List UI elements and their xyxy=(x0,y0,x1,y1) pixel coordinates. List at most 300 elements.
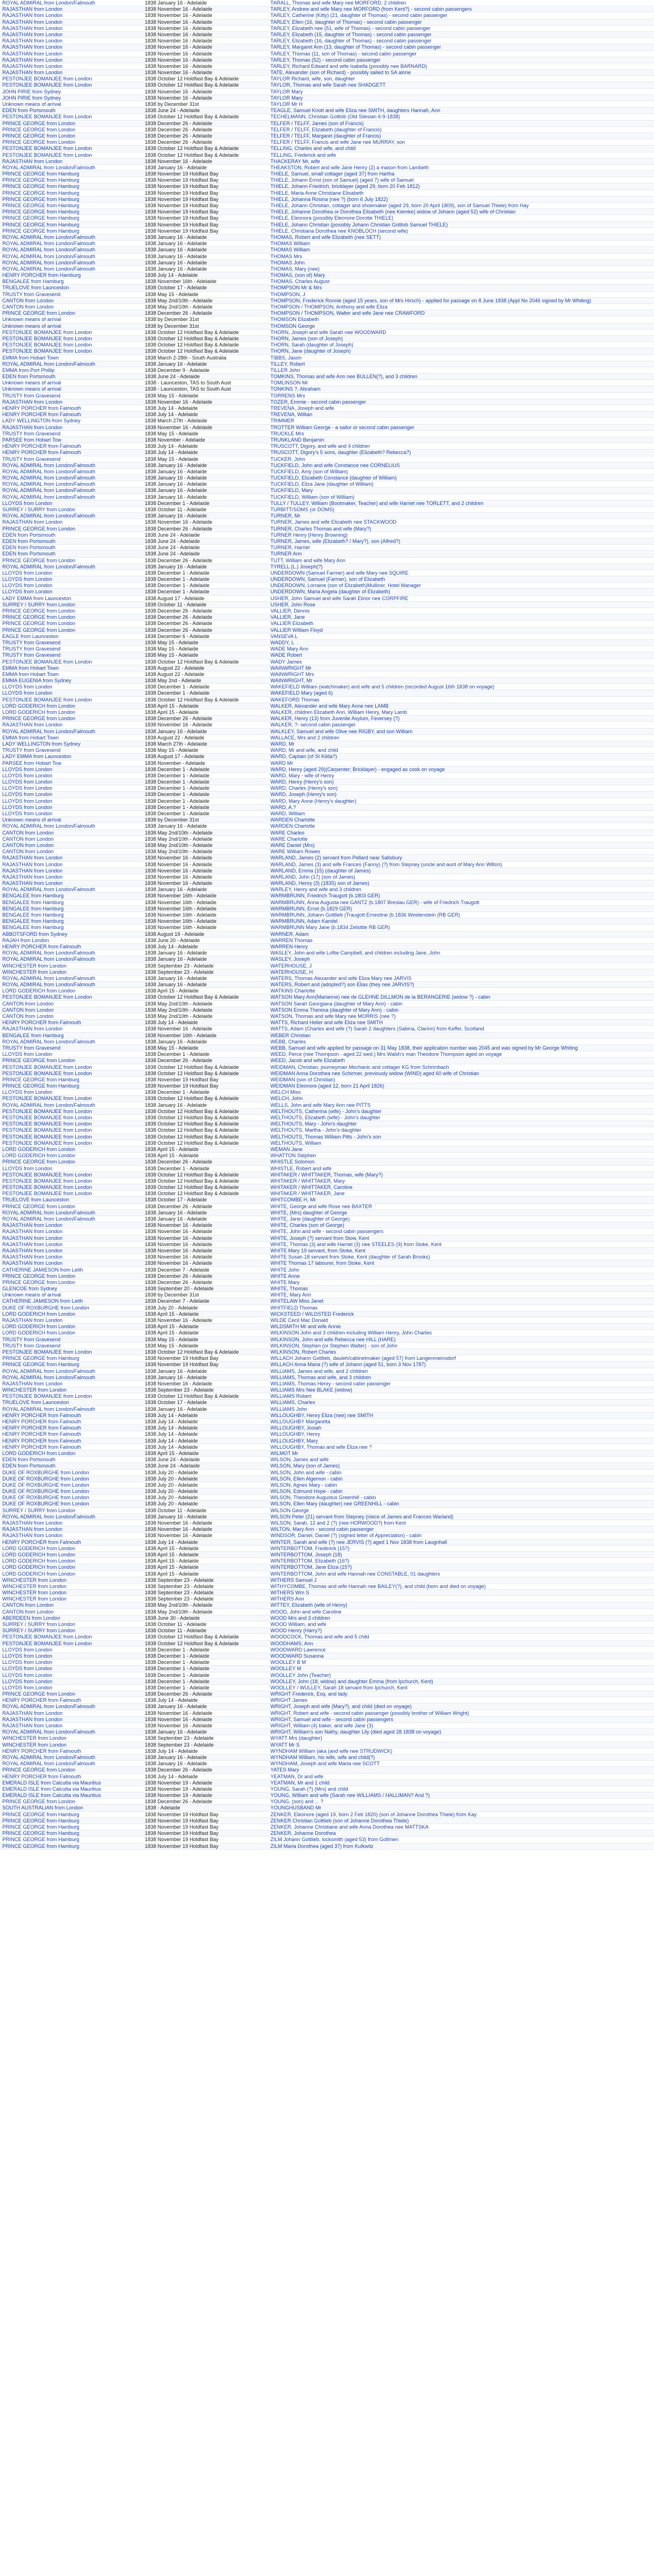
ship-link[interactable]: RAJASTHAN from London xyxy=(2,722,63,728)
passenger-name-link[interactable]: WOOD Mrs and 3 children xyxy=(270,1615,330,1621)
passenger-name-link[interactable]: WOODCOCK, Thomas and wife and 5 child xyxy=(270,1634,369,1640)
passenger-name-link[interactable]: WATERHOUSE, H xyxy=(270,969,313,975)
passenger-name-link[interactable]: THORN, Joseph and wife Sarah nee WOODWARD xyxy=(270,329,386,335)
ship-link[interactable]: TRUSTY from Gravesend xyxy=(2,392,61,399)
ship-link[interactable]: ROYAL ADMIRAL from London/Falmouth xyxy=(2,956,96,962)
passenger-name-link[interactable]: WAKEFORD Thomas xyxy=(270,696,320,703)
ship-link[interactable]: PESTONJEE BOMANJEE from London xyxy=(2,994,92,1000)
ship-link[interactable]: LORD GODERICH from London xyxy=(2,1564,76,1571)
passenger-name-link[interactable]: UNDERDOWN, Lorraine (son of Elizabeth)Mulliner, Hotel Manager xyxy=(270,583,421,589)
ship-link[interactable]: PESTONJEE BOMANJEE from London xyxy=(2,1171,92,1178)
passenger-name-link[interactable]: UNDERDOWN (Samuel Farmer) and wife Mary nee SQUIRE xyxy=(270,570,409,576)
passenger-name-link[interactable]: WELCH Miss xyxy=(270,1089,301,1096)
passenger-name-link[interactable]: WILKINSON John and 3 children including William Henry, John Charles xyxy=(270,1330,432,1336)
passenger-name-link[interactable]: THIELE, Johann Christian, cottager and shoemaker (aged 29, born 20 April 1809), son of Samuel Thiele) from Hay xyxy=(270,203,529,208)
ship-link[interactable]: HENRY PORCHER from Falmouth xyxy=(2,1748,81,1754)
passenger-name-link[interactable]: THOMAS, (son of) Mary xyxy=(270,272,325,279)
ship-link[interactable]: RAJASTHAN from London xyxy=(2,63,63,69)
passenger-name-link[interactable]: WARE Charlotte xyxy=(270,836,308,842)
passenger-name-link[interactable]: WILTON, Mary Ann - second cabin passenger xyxy=(270,1526,374,1533)
ship-link[interactable]: PESTONJEE BOMANJEE from London xyxy=(2,348,92,354)
passenger-name-link[interactable]: THIELE, Johanna Rosina (nee ?) (born 6 July 1822) xyxy=(270,196,388,202)
ship-link[interactable]: HENRY PORCHER from Falmouth xyxy=(2,1697,81,1704)
ship-link[interactable]: PESTONJEE BOMANJEE from London xyxy=(2,1115,92,1120)
passenger-name-link[interactable]: ZENKER, Johanne Dorothea xyxy=(270,1830,336,1837)
passenger-name-link[interactable]: WRIGHT, William's son Nathy, daughter Lily (died aged 28 1838 on voyage) xyxy=(270,1729,441,1735)
passenger-name-link[interactable]: WHITE, John and wife - second cabin passengers xyxy=(270,1229,384,1235)
passenger-name-link[interactable]: WARD, William xyxy=(270,811,306,816)
passenger-name-link[interactable]: THEAKSTON, Robert and wife Jane Henry (2) a mason from Lambeth xyxy=(270,164,429,170)
passenger-name-link[interactable]: TILLER John xyxy=(270,367,300,373)
ship-link[interactable]: RAJASTHAN from London xyxy=(2,1222,63,1229)
ship-link[interactable]: BENGALEE from Hamburg xyxy=(2,912,64,918)
ship-link[interactable]: LLOYDS from London xyxy=(2,766,53,772)
passenger-name-link[interactable]: TARLEY, Thomas (52) - second cabin passenger xyxy=(270,57,381,63)
ship-link[interactable]: ROYAL ADMIRAL from London/Falmouth xyxy=(2,475,96,481)
ship-link[interactable]: ROYAL ADMIRAL from London/Falmouth xyxy=(2,950,96,956)
ship-link[interactable]: WINCHESTER from London xyxy=(2,969,67,975)
passenger-name-link[interactable]: TUTT, William and wife Mary Ann xyxy=(270,557,346,563)
ship-link[interactable]: LORD GODERICH from London xyxy=(2,1571,76,1577)
ship-link[interactable]: TRUSTY from Gravesend xyxy=(2,747,61,754)
ship-link[interactable]: PESTONJEE BOMANJEE from London xyxy=(2,1184,92,1191)
passenger-name-link[interactable]: VALLIER William Floyd xyxy=(270,627,323,633)
ship-link[interactable]: ABBOTSFORD from Sydney xyxy=(2,931,68,937)
ship-link[interactable]: PRINCE GEORGE from Hamburg xyxy=(2,1837,80,1843)
passenger-name-link[interactable]: TRIMMER xyxy=(270,418,294,424)
passenger-name-link[interactable]: WARD, Mr and wife, and child xyxy=(270,747,338,754)
passenger-name-link[interactable]: TAYLOR Mary xyxy=(270,88,303,95)
passenger-name-link[interactable]: WHITE Mary 19 servant, from Stoke, Kent xyxy=(270,1247,366,1253)
passenger-name-link[interactable]: WILLOUGHBY Margaretta xyxy=(270,1419,330,1424)
passenger-name-link[interactable]: WELTHOUTS, Thomas William Pitts - John's son xyxy=(270,1133,381,1140)
ship-link[interactable]: PRINCE GEORGE from London xyxy=(2,1203,76,1209)
ship-link[interactable]: PRINCE GEORGE from London xyxy=(2,608,76,614)
passenger-name-link[interactable]: WEIDMAN (son of Christian) xyxy=(270,1076,335,1082)
ship-link[interactable]: LLOYDS from London xyxy=(2,684,53,690)
passenger-name-link[interactable]: WILMOT Mr xyxy=(270,1450,298,1456)
passenger-name-link[interactable]: WITHYCOMBE, Thomas and wife Hannah nee BAILEY(?), and child (born and died on voyage) xyxy=(270,1583,486,1589)
passenger-name-link[interactable]: WYATT Mr S xyxy=(270,1741,300,1748)
passenger-name-link[interactable]: WATSON Mary Ann(Marianne) nee de GLEHNE DILLMON de la BERANGERIE (widow ?) - cabin xyxy=(270,994,490,1000)
passenger-name-link[interactable]: TUCKFIELD, John and wife Constance nee CORNELIUS xyxy=(270,462,400,468)
ship-link[interactable]: PRINCE GEORGE from Hamburg xyxy=(2,1355,80,1362)
passenger-name-link[interactable]: WOODWARD Susanna xyxy=(270,1653,324,1659)
passenger-name-link[interactable]: WHITE, George and wife Rose nee BAXTER xyxy=(270,1203,372,1209)
ship-link[interactable]: LORD GODERICH from London xyxy=(2,1153,76,1159)
ship-link[interactable]: BENGALEE from Hamburg xyxy=(2,925,64,931)
ship-link[interactable]: ROYAL ADMIRAL from London/Falmouth xyxy=(2,468,96,474)
ship-link[interactable]: LLOYDS from London xyxy=(2,1684,53,1691)
ship-link[interactable]: LLOYDS from London xyxy=(2,690,53,696)
passenger-name-link[interactable]: THIELE, Maria Anne Christiane Elisabeth xyxy=(270,190,364,196)
ship-link[interactable]: LORD GODERICH from London xyxy=(2,1146,76,1152)
ship-link[interactable]: EMMA from Hobart Town xyxy=(2,734,59,741)
passenger-name-link[interactable]: WHITE, Jane (daughter of George) xyxy=(270,1216,350,1222)
ship-link[interactable]: ROYAL ADMIRAL from London/Falmouth xyxy=(2,241,96,247)
ship-link[interactable]: PRINCE GEORGE from Hamburg xyxy=(2,196,80,202)
ship-link[interactable]: RAJASTHAN from London xyxy=(2,38,63,44)
passenger-name-link[interactable]: WATERS, Robert and (adopted?) son Elias (they nee JARVIS?) xyxy=(270,982,414,988)
passenger-name-link[interactable]: WHITAKER / WHITTAKER, Caroline xyxy=(270,1184,353,1191)
passenger-name-link[interactable]: WATERS, Thomas Alexander and wife Eliza Mary nee JARVIS xyxy=(270,975,412,981)
passenger-name-link[interactable]: WARD, Captain (of St Kilda?) xyxy=(270,754,337,760)
passenger-name-link[interactable]: WARE William Rowes xyxy=(270,849,321,855)
ship-link[interactable]: ROYAL ADMIRAL from London/Falmouth xyxy=(2,253,96,259)
ship-link[interactable]: PRINCE GEORGE from Hamburg xyxy=(2,1843,80,1849)
ship-link[interactable]: EMMA from Port Phillip xyxy=(2,367,55,373)
ship-link[interactable]: DUKE OF ROXBURGHE from London xyxy=(2,1501,89,1507)
passenger-name-link[interactable]: WELTHOUTS, Martha - John's daughter xyxy=(270,1127,362,1133)
passenger-name-link[interactable]: WILLOUGHBY, Henry Eliza (nee) nee SMITH xyxy=(270,1412,373,1418)
ship-link[interactable]: ROYAL ADMIRAL from London/Falmouth xyxy=(2,266,96,272)
ship-link[interactable]: ROYAL ADMIRAL from London/Falmouth xyxy=(2,1729,96,1735)
passenger-name-link[interactable]: YEATMAN, Mr and 1 child xyxy=(270,1779,330,1786)
ship-link[interactable]: WINCHESTER from London xyxy=(2,1741,67,1748)
ship-link[interactable]: PRINCE GEORGE from Hamburg xyxy=(2,177,80,183)
passenger-name-link[interactable]: WHITE John xyxy=(270,1266,300,1273)
passenger-name-link[interactable]: WILSON, John and wife - cabin xyxy=(270,1469,342,1475)
ship-link[interactable]: PESTONJEE BOMANJEE from London xyxy=(2,658,92,665)
passenger-name-link[interactable]: WAKEFIELD Mary (aged 6) xyxy=(270,690,333,696)
passenger-name-link[interactable]: WILSON, Edmund Hope - cabin xyxy=(270,1488,343,1495)
passenger-name-link[interactable]: TORRENS Mrs xyxy=(270,392,306,399)
passenger-name-link[interactable]: TREVENA, Joseph and wife xyxy=(270,405,334,411)
passenger-name-link[interactable]: WALLACE, Mrs and 2 children xyxy=(270,734,339,741)
ship-link[interactable]: ROYAL ADMIRAL from London/Falmouth xyxy=(2,259,96,266)
ship-link[interactable]: DUKE OF ROXBURGHE from London xyxy=(2,1304,89,1311)
ship-link[interactable]: BENGALEE from Hamburg xyxy=(2,899,64,905)
ship-link[interactable]: ROYAL ADMIRAL from London/Falmouth xyxy=(2,494,96,500)
passenger-name-link[interactable]: WOOD, John and wife Caroline xyxy=(270,1608,342,1615)
ship-link[interactable]: PESTONJEE BOMANJEE from London xyxy=(2,1133,92,1140)
ship-link[interactable]: Unknown means of arrival xyxy=(2,380,62,386)
ship-link[interactable]: LLOYDS from London xyxy=(2,583,53,589)
passenger-name-link[interactable]: YOUNGHUSBAND Mr xyxy=(270,1805,322,1811)
ship-link[interactable]: PRINCE GEORGE from London xyxy=(2,139,76,146)
passenger-name-link[interactable]: WILKINSON, John and wife Rebecca nee HILL (HARE) xyxy=(270,1336,396,1342)
passenger-name-link[interactable]: WHITELAW Miss Janet xyxy=(270,1298,324,1304)
passenger-name-link[interactable]: WINTERBOTTOM, Elizabeth (16?) xyxy=(270,1558,350,1564)
passenger-name-link[interactable]: WILLOUGHBY, Thomas and wife Eliza nee ? xyxy=(270,1444,372,1450)
passenger-name-link[interactable]: WARMBRUNN, Ernst (b.1829 GER) xyxy=(270,905,352,912)
ship-link[interactable]: PESTONJEE BOMANJEE from London xyxy=(2,1640,92,1646)
ship-link[interactable]: PRINCE GEORGE from Hamburg xyxy=(2,215,80,221)
ship-link[interactable]: CANTON from London xyxy=(2,1007,54,1013)
ship-link[interactable]: HENRY PORCHER from Falmouth xyxy=(2,943,81,949)
passenger-name-link[interactable]: WOOLLEY / WULLEY, Sarah 18 servant from Ipchurch, Kent xyxy=(270,1684,408,1691)
passenger-name-link[interactable]: WHATTON Stephen xyxy=(270,1153,316,1159)
ship-link[interactable]: RAJASTHAN from London xyxy=(2,1229,63,1235)
passenger-name-link[interactable]: TUCKFIELD, Mary xyxy=(270,487,313,494)
ship-link[interactable]: LLOYDS from London xyxy=(2,811,53,816)
ship-link[interactable]: LLOYDS from London xyxy=(2,1653,53,1659)
passenger-name-link[interactable]: WEBB, Charles xyxy=(270,1038,306,1045)
passenger-name-link[interactable]: TARLEY, Richard Edward and wife Isabella (possibly nee BARNARD) xyxy=(270,63,427,69)
passenger-name-link[interactable]: ZENKER, Eleonore (aged 19, born 2 Feb 1820) (son of Johanne Dorothea Thiele) from Kay xyxy=(270,1811,477,1817)
passenger-name-link[interactable]: THOMPSON / THOMPSON, Anthony and wife Eliza xyxy=(270,304,388,310)
passenger-name-link[interactable]: WEIDMAN, Christian, journeyman Mechanic and cottager KG from Schrimbach xyxy=(270,1064,449,1070)
passenger-name-link[interactable]: ZILM Maria Dorothea (aged 37) from Kulkwitz xyxy=(270,1843,374,1849)
ship-link[interactable]: ROYAL ADMIRAL from London/Falmouth xyxy=(2,982,96,988)
passenger-name-link[interactable]: THOMPSON Mr & Mrs xyxy=(270,285,322,291)
ship-link[interactable]: PRINCE GEORGE from London xyxy=(2,1159,76,1165)
passenger-name-link[interactable]: WILSON, Ellen Mary (daughter) nee GREENHILL - cabin xyxy=(270,1501,399,1507)
ship-link[interactable]: SOUTH AUSTRALIAN from London xyxy=(2,1805,84,1811)
passenger-name-link[interactable]: WARLAND, James (2) servant from Pellard near Salisbury xyxy=(270,855,402,861)
ship-link[interactable]: LLOYDS from London xyxy=(2,779,53,785)
ship-link[interactable]: LADY WELLINGTON from Sydney xyxy=(2,418,81,424)
passenger-name-link[interactable]: TUCKFIELD, Amy (son of William) xyxy=(270,468,348,474)
passenger-name-link[interactable]: WARD, Charles (Henry's son) xyxy=(270,785,338,791)
ship-link[interactable]: LLOYDS from London xyxy=(2,1678,53,1684)
passenger-name-link[interactable]: THORN, Jane (daughter of Joseph) xyxy=(270,348,351,354)
ship-link[interactable]: PRINCE GEORGE from Hamburg xyxy=(2,209,80,215)
passenger-name-link[interactable]: WHITE, Joseph (?) servant from Stow, Kent xyxy=(270,1235,369,1241)
passenger-name-link[interactable]: WARLAND, Henry (3) (1835) son of James) xyxy=(270,880,369,887)
ship-link[interactable]: WINCHESTER from London xyxy=(2,1735,67,1741)
passenger-name-link[interactable]: WARE Daniel (Mrs) xyxy=(270,842,315,848)
passenger-name-link[interactable]: WHISTLE, Robert and wife xyxy=(270,1165,332,1171)
ship-link[interactable]: PESTONJEE BOMANJEE from London xyxy=(2,82,92,88)
ship-link[interactable]: PARSEE from Hobart Tow xyxy=(2,760,62,766)
passenger-name-link[interactable]: TATE, Alexander (son of Richard) - possibly sailed to SA alone xyxy=(270,70,411,76)
ship-link[interactable]: ABERDEEN from London xyxy=(2,1615,61,1621)
ship-link[interactable]: PRINCE GEORGE from Hamburg xyxy=(2,190,80,196)
passenger-name-link[interactable]: WELTHOUTS, Mary - John's daughter xyxy=(270,1121,357,1127)
passenger-name-link[interactable]: TECHELMANN, Christian Gottlob (Old Silesian 6-9-1838) xyxy=(270,114,401,120)
passenger-name-link[interactable]: WHITE Mary xyxy=(270,1279,300,1285)
passenger-name-link[interactable]: WALKER, ?- second cabin passenger xyxy=(270,722,356,728)
passenger-name-link[interactable]: WARREN Thomas xyxy=(270,937,313,943)
ship-link[interactable]: PESTONJEE BOMANJEE from London xyxy=(2,1108,92,1114)
ship-link[interactable]: Unknown means of arrival xyxy=(2,323,62,329)
passenger-name-link[interactable]: TURNER, Mr xyxy=(270,513,300,519)
passenger-name-link[interactable]: WOOD William, and wife xyxy=(270,1621,327,1627)
passenger-name-link[interactable]: TRUCKLE Mrs xyxy=(270,430,304,437)
ship-link[interactable]: RAJASTHAN from London xyxy=(2,1520,63,1526)
ship-link[interactable]: PRINCE GEORGE from Hamburg xyxy=(2,221,80,228)
ship-link[interactable]: Unknown means of arrival xyxy=(2,101,62,107)
passenger-name-link[interactable]: WEED, Perce (nee Thompson - aged 22 wed.) Mrs Walsh's man Theodore Thompson aged on voyage xyxy=(270,1051,502,1058)
passenger-name-link[interactable]: WRIGHT Frederick, Esq. and lady xyxy=(270,1691,347,1697)
passenger-name-link[interactable]: TREVENA, Willian xyxy=(270,412,313,418)
passenger-name-link[interactable]: TARLEY, Andrew and wife Mary nee MORFORD (from Kent?) - second cabin passengers xyxy=(270,6,472,12)
passenger-name-link[interactable]: WINTERBOTTOM, Joseph (18) xyxy=(270,1551,342,1557)
passenger-name-link[interactable]: THOMAS, Mary (nee) xyxy=(270,266,320,272)
passenger-name-link[interactable]: WYNDHAM, Joseph and wife Maria nee SCOTT xyxy=(270,1761,380,1767)
passenger-name-link[interactable]: WARREN Henry xyxy=(270,943,308,949)
passenger-name-link[interactable]: WARMBRUNN, Anna Augusta nee GANTZ (b.1807 Breslau GER) - wife of Friedrich Traugott xyxy=(270,899,480,905)
passenger-name-link[interactable]: THIELE, Samuel, small cottager (aged 37) from Hartha xyxy=(270,171,395,177)
ship-link[interactable]: ROYAL ADMIRAL from London/Falmouth xyxy=(2,1102,96,1108)
ship-link[interactable]: BENGALEE from Hamburg xyxy=(2,1032,64,1038)
ship-link[interactable]: RAJASTHAN from London xyxy=(2,1247,63,1253)
passenger-name-link[interactable]: TELFER / TELFF, James (son of Francis) xyxy=(270,120,364,126)
passenger-name-link[interactable]: WARNER, Adam xyxy=(270,931,309,937)
ship-link[interactable]: PRINCE GEORGE from London xyxy=(2,1767,76,1773)
ship-link[interactable]: LORD GODERICH from London xyxy=(2,1551,76,1557)
passenger-name-link[interactable]: TILLEY, Robert xyxy=(270,361,305,367)
ship-link[interactable]: RAJASTHAN from London xyxy=(2,855,63,861)
passenger-name-link[interactable]: TARLEY, Elizabeth (16, daughter of Thomas) - second cabin passenger xyxy=(270,38,432,44)
passenger-name-link[interactable]: WALKLEY, Samuel and wife Olive nee RIGBY, and son William xyxy=(270,728,412,734)
ship-link[interactable]: RAJASTHAN from London xyxy=(2,158,63,164)
passenger-name-link[interactable]: WATERHOUSE, J xyxy=(270,962,312,969)
ship-link[interactable]: EMERALD ISLE from Calcutta via Mauritius xyxy=(2,1779,101,1786)
ship-link[interactable]: PRINCE GEORGE from Hamburg xyxy=(2,1083,80,1089)
passenger-name-link[interactable]: WARD, Henry (Henry's son) xyxy=(270,779,334,785)
passenger-name-link[interactable]: TURNER, Harriet xyxy=(270,545,310,551)
passenger-name-link[interactable]: WILLOUGHBY, Josiah xyxy=(270,1425,321,1431)
ship-link[interactable]: LLOYDS from London xyxy=(2,1659,53,1666)
ship-link[interactable]: RAJASTHAN from London xyxy=(2,880,63,887)
ship-link[interactable]: LORD GODERICH from London xyxy=(2,1545,76,1551)
passenger-name-link[interactable]: WADE Mary Ann xyxy=(270,646,309,652)
ship-link[interactable]: LLOYDS from London xyxy=(2,791,53,798)
ship-link[interactable]: CATHERINE JAMIESON from Leith xyxy=(2,1298,83,1304)
passenger-name-link[interactable]: TAYLOR Richard, wife, son, daughter xyxy=(270,76,355,82)
ship-link[interactable]: TRUELOVE from Launceston xyxy=(2,1197,70,1203)
ship-link[interactable]: ROYAL ADMIRAL from London/Falmouth xyxy=(2,247,96,253)
passenger-name-link[interactable]: WAKEFIELD William (watchmaker) and wife and 5 children (recorded August 16th 1838 on voyage) xyxy=(270,684,494,690)
passenger-name-link[interactable]: WATSON, Thomas and wife Mary nee MORRIS (nee ?) xyxy=(270,1013,396,1019)
passenger-name-link[interactable]: TURNER, James and wife Elizabeth nee STACKWOOD xyxy=(270,519,397,525)
passenger-name-link[interactable]: WOODWARD Lawrence xyxy=(270,1646,326,1653)
passenger-name-link[interactable]: WHISTLE Solomon xyxy=(270,1159,315,1165)
passenger-name-link[interactable]: WHITE, (Mrs) daughter of George xyxy=(270,1209,347,1216)
passenger-name-link[interactable]: WILDE Cecil Mac Donald xyxy=(270,1317,328,1323)
ship-link[interactable]: ROYAL ADMIRAL from London/Falmouth xyxy=(2,513,96,519)
passenger-name-link[interactable]: WOOLLEY B M xyxy=(270,1659,306,1666)
ship-link[interactable]: PRINCE GEORGE from London xyxy=(2,1273,76,1279)
ship-link[interactable]: BENGALEE from Hamburg xyxy=(2,893,64,899)
ship-link[interactable]: BENGALEE from Hamburg xyxy=(2,279,64,285)
passenger-name-link[interactable]: THIELE, Johann Friedrich, bricklayer (aged 29, born 20 Feb 1812) xyxy=(270,183,420,190)
ship-link[interactable]: PRINCE GEORGE from Hamburg xyxy=(2,1824,80,1830)
ship-link[interactable]: HENRY PORCHER from Falmouth xyxy=(2,1773,81,1779)
ship-link[interactable]: SURREY / SURRY from London xyxy=(2,601,76,607)
passenger-name-link[interactable]: WARDEN Charlotte xyxy=(270,817,315,823)
passenger-name-link[interactable]: THOMPSON, J xyxy=(270,291,306,297)
ship-link[interactable]: PESTONJEE BOMANJEE from London xyxy=(2,1127,92,1133)
passenger-name-link[interactable]: USHER, John Samuel and wife Sarah Elinor nee CORPFIRE xyxy=(270,595,408,601)
passenger-name-link[interactable]: WILLIAMS, Thomas and wife, and 3 children xyxy=(270,1374,371,1380)
passenger-name-link[interactable]: TRUSCOTT, Digory, and wife and 4 children xyxy=(270,443,370,450)
ship-link[interactable]: CANTON from London xyxy=(2,304,54,310)
ship-link[interactable]: ROYAL ADMIRAL from London/Falmouth xyxy=(2,1761,96,1767)
ship-link[interactable]: SURREY / SURRY from London xyxy=(2,1621,76,1627)
passenger-name-link[interactable]: WALKER, Henry (13) from Juvenile Asylum, Feversey (?) xyxy=(270,716,400,722)
ship-link[interactable]: ROYAL ADMIRAL from London/Falmouth xyxy=(2,1209,96,1216)
passenger-name-link[interactable]: WARD, A.? xyxy=(270,804,296,810)
passenger-name-link[interactable]: WASLEY, Joseph xyxy=(270,956,311,962)
ship-link[interactable]: RAJASTHAN from London xyxy=(2,70,63,76)
ship-link[interactable]: EDEN from Portsmouth xyxy=(2,1457,56,1463)
passenger-name-link[interactable]: WRIGHT James xyxy=(270,1697,308,1704)
ship-link[interactable]: LLOYDS from London xyxy=(2,1165,53,1171)
ship-link[interactable]: PRINCE GEORGE from London xyxy=(2,120,76,126)
ship-link[interactable]: PRINCE GEORGE from London xyxy=(2,716,76,722)
ship-link[interactable]: PESTONJEE BOMANJEE from London xyxy=(2,114,92,120)
ship-link[interactable]: LLOYDS from London xyxy=(2,570,53,576)
passenger-name-link[interactable]: WELCH, John xyxy=(270,1096,303,1102)
ship-link[interactable]: RAJASTHAN from London xyxy=(2,1235,63,1241)
passenger-name-link[interactable]: WEIDMAN Eleonore (aged 12, born 21 April 1826) xyxy=(270,1083,385,1089)
passenger-name-link[interactable]: TYRELL (L.) Joseph(?) xyxy=(270,563,323,570)
passenger-name-link[interactable]: WILSON, James and wife xyxy=(270,1457,329,1463)
ship-link[interactable]: LLOYDS from London xyxy=(2,1089,53,1096)
passenger-name-link[interactable]: WADE Robert xyxy=(270,652,303,658)
passenger-name-link[interactable]: WYNDHAM William, his wife, wife and child(?) xyxy=(270,1754,375,1760)
ship-link[interactable]: HENRY PORCHER from Falmouth xyxy=(2,1431,81,1437)
ship-link[interactable]: PRINCE GEORGE from London xyxy=(2,1799,76,1805)
passenger-name-link[interactable]: WARLAND, James (3) and wife Frances (Fanny) (?) from Stepney (uncle and aunt of Mary Ann Wilton) xyxy=(270,861,502,867)
ship-link[interactable]: PRINCE GEORGE from London xyxy=(2,614,76,621)
ship-link[interactable]: ROYAL ADMIRAL from London/Falmouth xyxy=(2,481,96,487)
ship-link[interactable]: PESTONJEE BOMANJEE from London xyxy=(2,1191,92,1197)
passenger-name-link[interactable]: WHITFIELD Thomas xyxy=(270,1304,318,1311)
passenger-name-link[interactable]: WHITCOMBE H, Mr xyxy=(270,1197,316,1203)
passenger-name-link[interactable]: WEBB, Samuel and wife applied for passage on 31 May 1838, their application number was 2045 and was signed by Mr George Whiting xyxy=(270,1045,578,1051)
passenger-name-link[interactable]: WOOLLEY M xyxy=(270,1666,302,1672)
ship-link[interactable]: HENRY PORCHER from Falmouth xyxy=(2,1539,81,1545)
ship-link[interactable]: PESTONJEE BOMANJEE from London xyxy=(2,146,92,152)
ship-link[interactable]: ROYAL ADMIRAL from London/Falmouth xyxy=(2,487,96,494)
passenger-name-link[interactable]: WADDY, L xyxy=(270,639,295,645)
ship-link[interactable]: DUKE OF ROXBURGHE from London xyxy=(2,1469,89,1475)
ship-link[interactable]: HENRY PORCHER from Falmouth xyxy=(2,1419,81,1424)
passenger-name-link[interactable]: TOMLINSON Mr xyxy=(270,380,308,386)
ship-link[interactable]: PESTONJEE BOMANJEE from London xyxy=(2,1393,92,1400)
passenger-name-link[interactable]: WOODHAMS, Ann xyxy=(270,1640,313,1646)
ship-link[interactable]: RAJASTHAN from London xyxy=(2,861,63,867)
ship-link[interactable]: LORD GODERICH from London xyxy=(2,988,76,994)
ship-link[interactable]: PRINCE GEORGE from Hamburg xyxy=(2,1811,80,1817)
ship-link[interactable]: SURREY / SURRY from London xyxy=(2,1628,76,1634)
ship-link[interactable]: LLOYDS from London xyxy=(2,589,53,595)
passenger-name-link[interactable]: WASLEY, John and wife Loftie Campbell, and children including Jane, John xyxy=(270,950,441,956)
passenger-name-link[interactable]: WEBER Christian xyxy=(270,1032,311,1038)
passenger-name-link[interactable]: WALKER, Alexander and wife Mary Anne nee LAMB xyxy=(270,703,389,709)
passenger-name-link[interactable]: TARALL, Thomas and wife Mary nee MORFORD, 2 children xyxy=(270,0,406,6)
passenger-name-link[interactable]: WARLEY, Henry and wife and 3 children xyxy=(270,887,362,893)
passenger-name-link[interactable]: WRIGHT, Robert and wife - second cabin passenger (possibly brother of William Wright) xyxy=(270,1710,469,1716)
ship-link[interactable]: Unknown means of arrival xyxy=(2,817,62,823)
passenger-name-link[interactable]: ZILM Johann Gottlieb, locksmith (aged 53) from Gollmen xyxy=(270,1837,399,1843)
ship-link[interactable]: PESTONJEE BOMANJEE from London xyxy=(2,335,92,341)
ship-link[interactable]: WINCHESTER from London xyxy=(2,1577,67,1583)
passenger-name-link[interactable]: WHITE Anne xyxy=(270,1273,300,1279)
ship-link[interactable]: RAJASTHAN from London xyxy=(2,44,63,50)
passenger-name-link[interactable]: TURNER Ann xyxy=(270,551,302,557)
passenger-name-link[interactable]: WHITE Susan 18 servant from Stoke, Kent (daughter of Sarah Brooks) xyxy=(270,1254,431,1260)
passenger-name-link[interactable]: THORN, James (son of Joseph) xyxy=(270,335,343,341)
passenger-name-link[interactable]: WARE Charles xyxy=(270,829,305,836)
ship-link[interactable]: HENRY PORCHER from Falmouth xyxy=(2,443,81,450)
ship-link[interactable]: DUKE OF ROXBURGHE from London xyxy=(2,1495,89,1501)
ship-link[interactable]: HENRY PORCHER from Falmouth xyxy=(2,450,81,456)
ship-link[interactable]: WINCHESTER from London xyxy=(2,1583,67,1589)
passenger-name-link[interactable]: WINTERBOTTOM, John and wife Hannah nee CONSTABLE, 01 daughters xyxy=(270,1571,440,1577)
ship-link[interactable]: RAJASTHAN from London xyxy=(2,1526,63,1533)
passenger-name-link[interactable]: THOMAS Mrs xyxy=(270,253,302,259)
passenger-name-link[interactable]: TEAGLE, Samuel Knott and wife Eliza nee SMITH, daughters Hannah, Ann xyxy=(270,108,441,114)
passenger-name-link[interactable]: TARLEY, Elizabeth (15, daughter of Thomas) - second cabin passenger xyxy=(270,31,432,37)
ship-link[interactable]: RAJASTHAN from London xyxy=(2,1241,63,1247)
passenger-name-link[interactable]: THIELE, Eleonora (possibly Eleonore Dorotie THIELE) xyxy=(270,215,394,221)
passenger-name-link[interactable]: WARMBRUNN, Johann Gottlieb (Traugott Ernestine (b.1836 Weidenstein (RB GER) xyxy=(270,912,461,918)
